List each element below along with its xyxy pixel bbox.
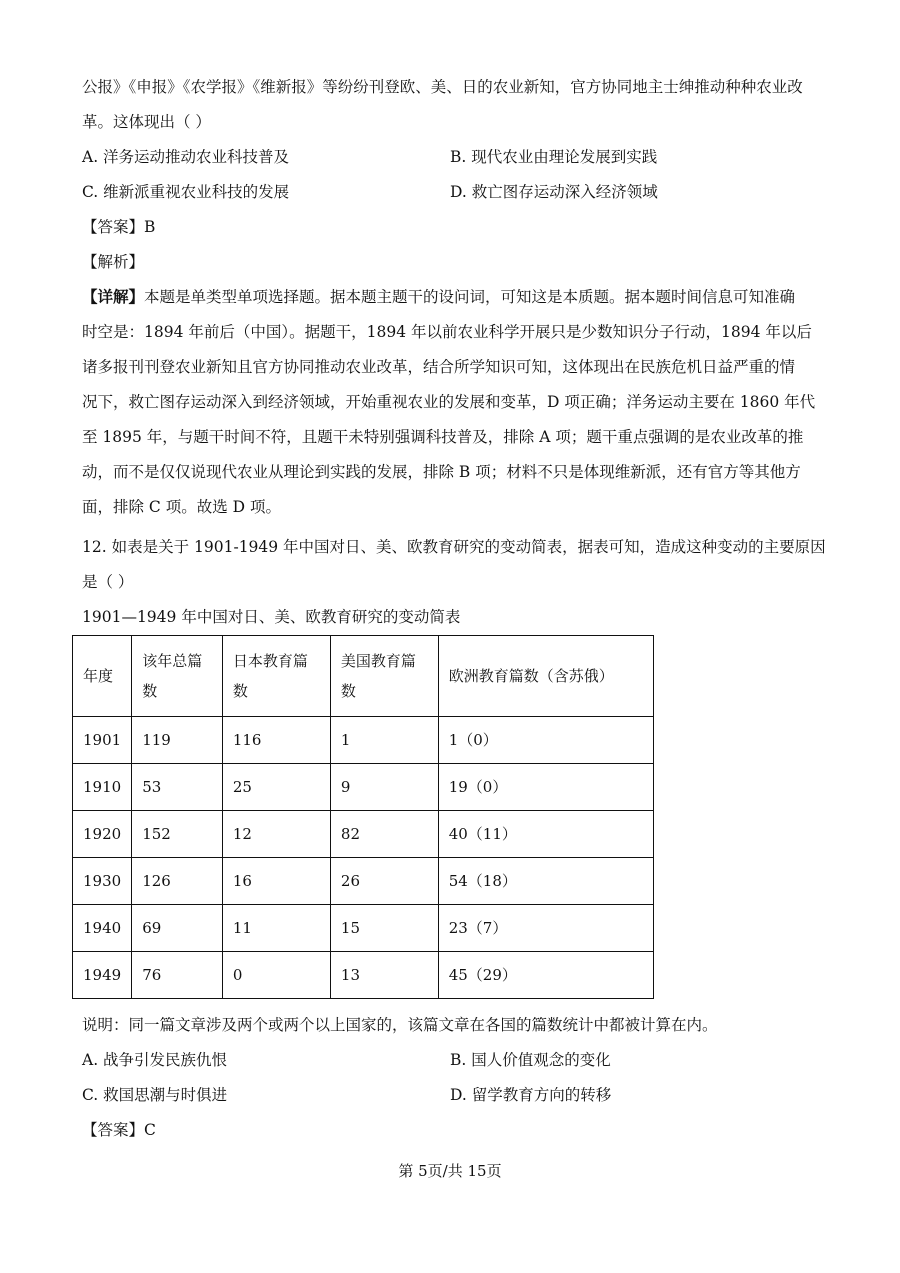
q12-option-a: A. 战争引发民族仇恨 (82, 1051, 228, 1069)
header-year: 年度 (73, 636, 132, 717)
q12-option-d: D. 留学教育方向的转移 (450, 1086, 612, 1104)
table-cell: 152 (132, 811, 223, 858)
table-cell: 26 (330, 858, 438, 905)
q12-stem-line-2: 是（ ） (82, 573, 134, 591)
q11-detail-line-5: 至 1895 年，与题干时间不符，且题干未特别强调科技普及，排除 A 项；题干重点强调的是农业改革的推 (82, 428, 804, 446)
table-cell: 116 (222, 717, 330, 764)
table-cell: 40（11） (438, 811, 653, 858)
q11-detail-line-4: 况下，救亡图存运动深入到经济领域，开始重视农业的发展和变革，D 项正确；洋务运动主要在 1860 年代 (82, 393, 816, 411)
q12-answer: 【答案】C (82, 1121, 156, 1139)
table-cell: 13 (330, 952, 438, 999)
table-cell: 1920 (73, 811, 132, 858)
table-cell: 25 (222, 764, 330, 811)
table-cell: 126 (132, 858, 223, 905)
table-cell: 1 (330, 717, 438, 764)
q11-detail-line-3: 诸多报刊刊登农业新知且官方协同推动农业改革，结合所学知识可知，这体现出在民族危机日益严重的情 (82, 358, 796, 376)
q11-option-c: C. 维新派重视农业科技的发展 (82, 183, 290, 201)
table-cell: 19（0） (438, 764, 653, 811)
q12-option-b: B. 国人价值观念的变化 (450, 1051, 611, 1069)
q12-stem-line-1: 12. 如表是关于 1901-1949 年中国对日、美、欧教育研究的变动简表，据表可知，造成这种变动的主要原因 (82, 538, 826, 556)
table-cell: 82 (330, 811, 438, 858)
table-cell: 9 (330, 764, 438, 811)
table-cell: 1949 (73, 952, 132, 999)
table-cell: 54（18） (438, 858, 653, 905)
q11-analysis-label: 【解析】 (82, 253, 145, 271)
table-row (73, 858, 654, 905)
table-row (73, 952, 654, 999)
q12-option-c: C. 救国思潮与时俱进 (82, 1086, 228, 1104)
q11-stem-line-1: 公报》《申报》《农学报》《维新报》等纷纷刊登欧、美、日的农业新知，官方协同地主士绅推动种种农业改 (82, 78, 803, 96)
header-europe: 欧洲教育篇数（含苏俄） (438, 636, 653, 717)
header-japan: 日本教育篇 数 (222, 636, 330, 717)
table-cell: 15 (330, 905, 438, 952)
table-cell: 76 (132, 952, 223, 999)
table-cell: 12 (222, 811, 330, 858)
q12-table-note: 说明：同一篇文章涉及两个或两个以上国家的，该篇文章在各国的篇数统计中都被计算在内。 (82, 1016, 718, 1034)
table-cell: 0 (222, 952, 330, 999)
q11-detail-line-1: 【详解】本题是单类型单项选择题。据本题主题干的设问词，可知这是本质题。据本题时间信息可知准确 (82, 287, 796, 306)
table-cell: 69 (132, 905, 223, 952)
table-row (73, 717, 654, 764)
q11-detail-line-6: 动，而不是仅仅说现代农业从理论到实践的发展，排除 B 项；材料不只是体现维新派，还有官方等其他方 (82, 463, 801, 481)
q11-option-a: A. 洋务运动推动农业科技普及 (82, 148, 290, 166)
q12-table-title: 1901—1949 年中国对日、美、欧教育研究的变动简表 (82, 608, 461, 626)
q11-option-d: D. 救亡图存运动深入经济领域 (450, 183, 658, 201)
table-row (73, 905, 654, 952)
table-cell: 53 (132, 764, 223, 811)
table-row (73, 764, 654, 811)
page-number-footer: 第 5页/共 15页 (398, 1162, 502, 1180)
q11-option-b: B. 现代农业由理论发展到实践 (450, 148, 658, 166)
table-cell: 1910 (73, 764, 132, 811)
header-usa: 美国教育篇 数 (330, 636, 438, 717)
q11-detail-label: 【详解】 (82, 287, 145, 306)
table-cell: 23（7） (438, 905, 653, 952)
table-header-row (73, 636, 654, 717)
education-table (72, 635, 654, 999)
q11-answer: 【答案】B (82, 218, 156, 236)
q11-detail-line-7: 面，排除 C 项。故选 D 项。 (82, 498, 281, 516)
table-cell: 45（29） (438, 952, 653, 999)
table-cell: 1（0） (438, 717, 653, 764)
table-cell: 11 (222, 905, 330, 952)
table-row (73, 811, 654, 858)
table-cell: 1901 (73, 717, 132, 764)
header-total: 该年总篇 数 (132, 636, 223, 717)
q11-stem-line-2: 革。这体现出（ ） (82, 113, 211, 131)
table-cell: 1930 (73, 858, 132, 905)
table-cell: 16 (222, 858, 330, 905)
q11-detail-line-2: 时空是：1894 年前后（中国）。据题干，1894 年以前农业科学开展只是少数知识分子行动，1894 年以后 (82, 323, 812, 341)
table-cell: 119 (132, 717, 223, 764)
table-cell: 1940 (73, 905, 132, 952)
